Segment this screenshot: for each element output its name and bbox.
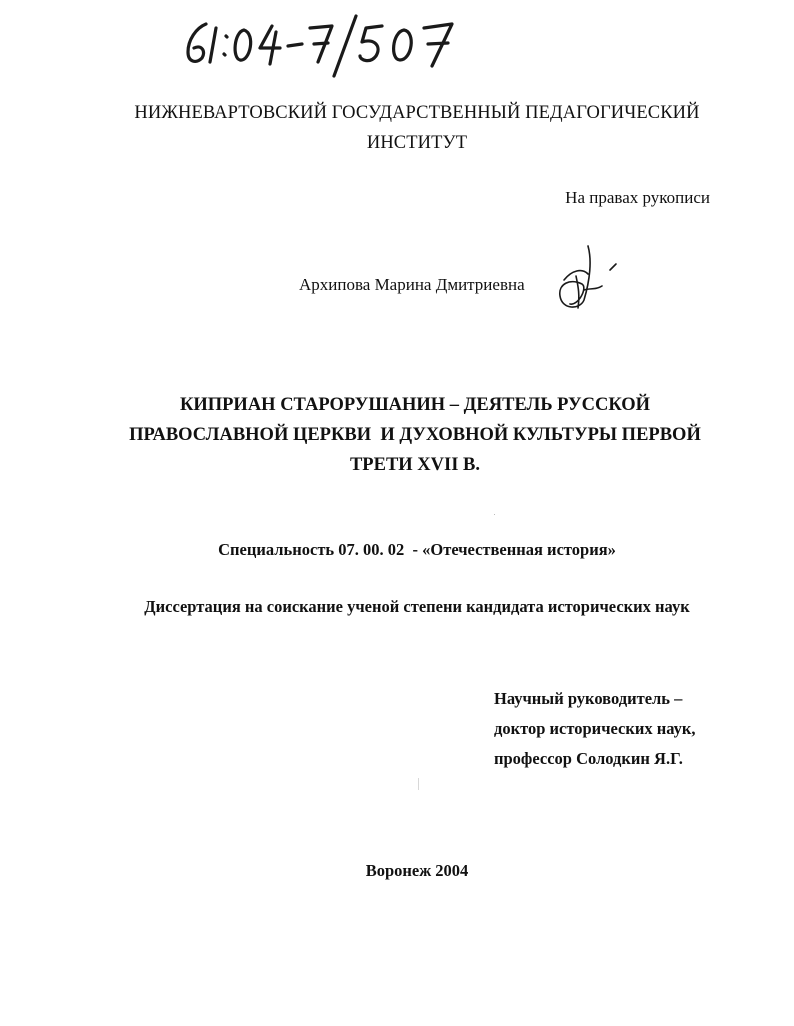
supervisor-line-1: Научный руководитель –	[494, 689, 683, 708]
title-line-2: ПРАВОСЛАВНОЙ ЦЕРКВИ И ДУХОВНОЙ КУЛЬТУРЫ ПЕРВОЙ	[129, 425, 701, 445]
institute-line-1: НИЖНЕВАРТОВСКИЙ ГОСУДАРСТВЕННЫЙ ПЕДАГОГИЧЕСКИЙ	[134, 103, 700, 123]
supervisor-line-2: доктор исторических наук,	[494, 719, 696, 738]
institute-name	[0, 98, 794, 158]
scan-mark	[418, 778, 419, 790]
dissertation-title	[0, 390, 794, 480]
supervisor-line-3: профессор Солодкин Я.Г.	[494, 749, 683, 768]
handwritten-archive-number	[176, 10, 476, 82]
title-line-1: КИПРИАН СТАРОРУШАНИН – ДЕЯТЕЛЬ РУССКОЙ	[179, 395, 651, 415]
rights-note: На правах рукописи	[565, 188, 710, 207]
institute-line-2: ИНСТИТУТ	[366, 133, 468, 153]
place-and-year: Воронеж 2004	[365, 861, 469, 880]
dissertation-type: Диссертация на соискание ученой степени кандидата исторических наук	[144, 597, 690, 616]
title-line-3: ТРЕТИ XVII В.	[349, 455, 481, 475]
scientific-supervisor	[494, 684, 696, 774]
specialty: Специальность 07. 00. 02 - «Отечественная история»	[218, 540, 616, 559]
scan-speck	[494, 514, 495, 515]
author-name: Архипова Марина Дмитриевна	[299, 275, 525, 294]
author-signature	[548, 240, 622, 314]
